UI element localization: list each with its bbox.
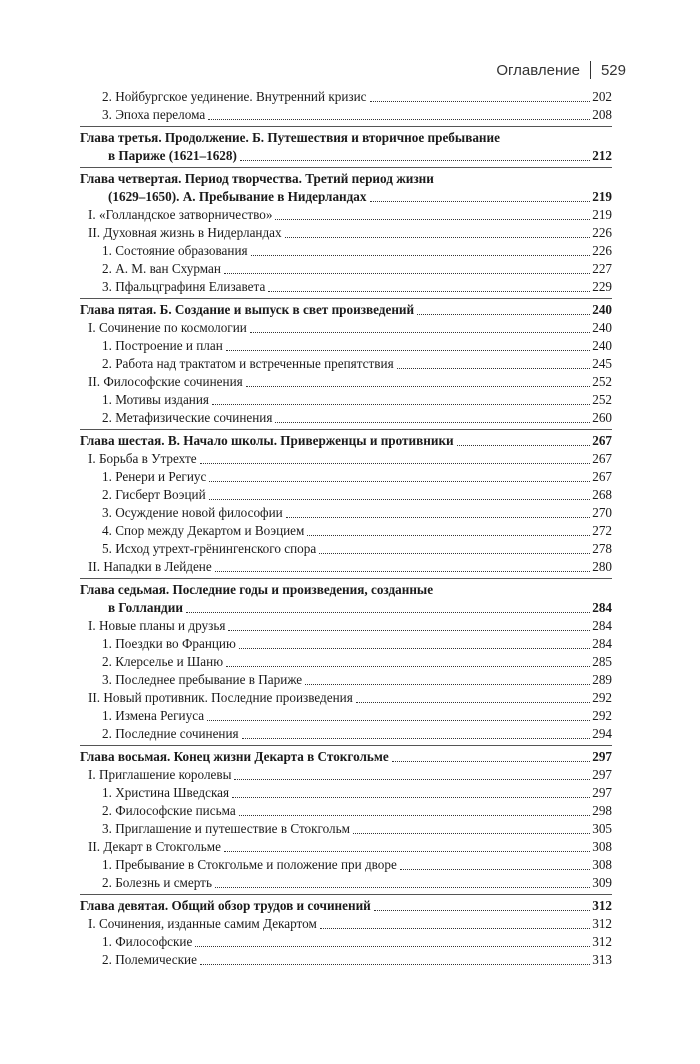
toc-entry[interactable] (80, 635, 612, 653)
toc-entry[interactable] (80, 242, 612, 260)
leader-dots (207, 720, 590, 721)
toc-entry[interactable] (80, 838, 612, 856)
leader-dots (268, 291, 590, 292)
toc-entry-title: 2. Полемические (102, 952, 197, 967)
toc-entry-title: Глава пятая. Б. Создание и выпуск в свет произведений (80, 302, 415, 317)
toc-entry-page: 240 (592, 302, 612, 317)
toc-entry-title: Глава шестая. В. Начало школы. Приверженцы и противники (80, 433, 454, 448)
toc-entry-page: 226 (592, 243, 612, 258)
toc-entry-title: 1. Ренери и Региус (102, 469, 207, 484)
chapter-divider (80, 578, 612, 579)
chapter-divider (80, 429, 612, 430)
chapter-divider (80, 126, 612, 127)
leader-dots (353, 833, 590, 834)
leader-dots (215, 887, 590, 888)
page-number: 529 (600, 61, 626, 79)
leader-dots (239, 648, 590, 649)
toc-entry[interactable] (80, 707, 612, 725)
toc-entry[interactable] (80, 802, 612, 820)
toc-entry-title: Глава третья. Продолжение. Б. Путешествия и вторичное пребывание (80, 130, 500, 145)
toc-entry[interactable] (80, 653, 612, 671)
toc-entry[interactable] (80, 689, 612, 707)
toc-entry[interactable] (80, 915, 612, 933)
toc-entry-page: 252 (592, 392, 612, 407)
toc-entry-page: 312 (592, 898, 612, 913)
toc-entry-title: 2. Последние сочинения (102, 726, 239, 741)
leader-dots (232, 797, 590, 798)
toc-entry-title: Глава четвертая. Период творчества. Третий период жизни (80, 171, 434, 186)
leader-dots (285, 237, 591, 238)
toc-entry-page: 294 (592, 726, 612, 741)
toc-entry-page: 312 (592, 916, 612, 931)
toc-entry[interactable] (80, 766, 612, 784)
toc-entry[interactable] (80, 206, 612, 224)
toc-entry-title: 1. Поездки во Францию (102, 636, 236, 651)
toc-chapter-entry[interactable] (80, 581, 612, 617)
toc-chapter-entry[interactable] (80, 897, 612, 915)
leader-dots (250, 332, 590, 333)
toc-entry[interactable] (80, 319, 612, 337)
toc-entry-page: 309 (592, 875, 612, 890)
leader-dots (457, 445, 591, 446)
toc-chapter-entry[interactable] (80, 432, 612, 450)
toc-entry-title: 1. Философские (102, 934, 193, 949)
leader-dots (224, 851, 590, 852)
toc-entry-title: 3. Эпоха перелома (102, 107, 206, 122)
toc-entry-page: 280 (592, 559, 612, 574)
toc-entry-title: 3. Последнее пребывание в Париже (102, 672, 303, 687)
chapter-divider (80, 745, 612, 746)
toc-entry-page: 252 (592, 374, 612, 389)
leader-dots (370, 101, 591, 102)
toc-entry-page: 297 (592, 767, 612, 782)
toc-entry-page: 270 (592, 505, 612, 520)
toc-entry[interactable] (80, 874, 612, 892)
toc-entry-page: 272 (592, 523, 612, 538)
toc-entry-page: 245 (592, 356, 612, 371)
toc-entry-title: 3. Пфальцграфиня Елизавета (102, 279, 266, 294)
toc-entry[interactable] (80, 468, 612, 486)
toc-entry-page: 267 (592, 451, 612, 466)
toc-entry-title: 2. Клерселье и Шаню (102, 654, 224, 669)
toc-entry-title: 1. Состояние образования (102, 243, 248, 258)
toc-entry[interactable] (80, 671, 612, 689)
leader-dots (246, 386, 591, 387)
toc-entry-page: 308 (592, 839, 612, 854)
leader-dots (226, 350, 590, 351)
chapter-divider (80, 167, 612, 168)
toc-entry[interactable] (80, 856, 612, 874)
toc-entry-title: 1. Мотивы издания (102, 392, 209, 407)
leader-dots (319, 553, 590, 554)
toc-entry-page: 289 (592, 672, 612, 687)
toc-entry[interactable] (80, 373, 612, 391)
toc-entry-title: 1. Пребывание в Стокгольме и положение при дворе (102, 857, 397, 872)
leader-dots (242, 738, 591, 739)
leader-dots (417, 314, 590, 315)
toc-entry-title: I. Приглашение королевы (88, 767, 232, 782)
toc-entry-title: I. Новые планы и друзья (88, 618, 226, 633)
leader-dots (251, 255, 591, 256)
leader-dots (208, 119, 590, 120)
toc-entry-page: 285 (592, 654, 612, 669)
leader-dots (320, 928, 590, 929)
header-section-title: Оглавление (496, 61, 580, 79)
leader-dots (356, 702, 590, 703)
toc-entry-page: 240 (592, 338, 612, 353)
toc-entry-title: 1. Измена Региуса (102, 708, 205, 723)
table-of-contents (80, 88, 612, 969)
toc-entry-page: 267 (592, 469, 612, 484)
toc-entry[interactable] (80, 504, 612, 522)
toc-entry[interactable] (80, 725, 612, 743)
toc-entry-title: 1. Построение и план (102, 338, 223, 353)
toc-entry-page: 284 (592, 618, 612, 633)
toc-entry-page: 292 (592, 708, 612, 723)
toc-entry-page: 297 (592, 785, 612, 800)
toc-entry-title: 4. Спор между Декартом и Воэцием (102, 523, 305, 538)
leader-dots (370, 201, 591, 202)
leader-dots (286, 517, 591, 518)
toc-entry-page: 240 (592, 320, 612, 335)
toc-entry[interactable] (80, 486, 612, 504)
toc-entry[interactable] (80, 617, 612, 635)
leader-dots (240, 160, 590, 161)
toc-entry-title-continued: в Париже (1621–1628) (108, 148, 237, 163)
toc-entry-page: 208 (592, 107, 612, 122)
leader-dots (209, 481, 590, 482)
toc-entry[interactable] (80, 106, 612, 124)
toc-entry[interactable] (80, 558, 612, 576)
toc-entry-page: 297 (592, 749, 612, 764)
toc-entry-page: 284 (592, 636, 612, 651)
toc-chapter-entry[interactable] (80, 748, 612, 766)
leader-dots (212, 404, 590, 405)
toc-entry-page: 219 (592, 207, 612, 222)
toc-entry[interactable] (80, 409, 612, 427)
toc-entry[interactable] (80, 260, 612, 278)
toc-entry-page: 229 (592, 279, 612, 294)
toc-entry[interactable] (80, 522, 612, 540)
leader-dots (215, 571, 590, 572)
toc-entry-page: 284 (592, 600, 612, 615)
toc-entry-title: 2. Болезнь и смерть (102, 875, 212, 890)
toc-entry-title: 2. Нойбургское уединение. Внутренний кризис (102, 89, 367, 104)
toc-entry-title: II. Духовная жизнь в Нидерландах (88, 225, 282, 240)
toc-entry-title: I. Сочинения, изданные самим Декартом (88, 916, 317, 931)
toc-entry[interactable] (80, 450, 612, 468)
toc-entry-title: II. Нападки в Лейдене (88, 559, 212, 574)
toc-entry-title: II. Новый противник. Последние произведения (88, 690, 353, 705)
toc-entry-page: 278 (592, 541, 612, 556)
toc-entry-title: I. Борьба в Утрехте (88, 451, 197, 466)
leader-dots (400, 869, 590, 870)
toc-entry-page: 292 (592, 690, 612, 705)
leader-dots (305, 684, 590, 685)
leader-dots (209, 499, 591, 500)
toc-entry-page: 227 (592, 261, 612, 276)
header-divider (590, 61, 591, 79)
toc-entry-title-continued: в Голландии (108, 600, 183, 615)
chapter-divider (80, 298, 612, 299)
toc-entry-title: 3. Приглашение и путешествие в Стокгольм (102, 821, 350, 836)
toc-entry-page: 305 (592, 821, 612, 836)
leader-dots (224, 273, 590, 274)
toc-entry-page: 268 (592, 487, 612, 502)
toc-chapter-entry[interactable] (80, 170, 612, 206)
toc-entry-title: Глава седьмая. Последние годы и произведения, созданные (80, 582, 434, 597)
leader-dots (275, 219, 590, 220)
leader-dots (200, 463, 591, 464)
toc-entry-title: 2. А. М. ван Схурман (102, 261, 221, 276)
leader-dots (239, 815, 591, 816)
toc-entry-page: 298 (592, 803, 612, 818)
toc-entry-page: 313 (592, 952, 612, 967)
toc-entry-page: 226 (592, 225, 612, 240)
toc-entry-page: 312 (592, 934, 612, 949)
leader-dots (200, 964, 590, 965)
toc-entry-title: I. Сочинение по космологии (88, 320, 247, 335)
toc-entry-title: 5. Исход утрехт-грёнингенского спора (102, 541, 317, 556)
toc-entry[interactable] (80, 820, 612, 838)
toc-entry-title: 2. Работа над трактатом и встреченные препятствия (102, 356, 394, 371)
toc-entry-page: 219 (592, 189, 612, 204)
toc-entry-page: 308 (592, 857, 612, 872)
leader-dots (275, 422, 590, 423)
toc-entry-title: II. Философские сочинения (88, 374, 243, 389)
toc-entry[interactable] (80, 391, 612, 409)
toc-chapter-entry[interactable] (80, 129, 612, 165)
toc-entry-page: 202 (592, 89, 612, 104)
toc-entry[interactable] (80, 88, 612, 106)
toc-entry-page: 212 (592, 148, 612, 163)
leader-dots (374, 910, 590, 911)
running-header (456, 60, 626, 80)
toc-entry-title: I. «Голландское затворничество» (88, 207, 273, 222)
leader-dots (195, 946, 590, 947)
toc-entry[interactable] (80, 224, 612, 242)
toc-entry[interactable] (80, 933, 612, 951)
toc-entry-title-continued: (1629–1650). А. Пребывание в Нидерландах (108, 189, 367, 204)
toc-entry[interactable] (80, 278, 612, 296)
toc-entry[interactable] (80, 540, 612, 558)
toc-entry-page: 267 (592, 433, 612, 448)
toc-entry[interactable] (80, 784, 612, 802)
toc-entry-title: 1. Христина Шведская (102, 785, 230, 800)
toc-entry-page: 260 (592, 410, 612, 425)
toc-entry[interactable] (80, 337, 612, 355)
leader-dots (228, 630, 590, 631)
leader-dots (307, 535, 590, 536)
toc-entry-title: II. Декарт в Стокгольме (88, 839, 221, 854)
leader-dots (234, 779, 590, 780)
toc-entry-title: Глава девятая. Общий обзор трудов и сочинений (80, 898, 371, 913)
toc-entry[interactable] (80, 951, 612, 969)
leader-dots (226, 666, 590, 667)
toc-entry-title: 3. Осуждение новой философии (102, 505, 283, 520)
leader-dots (186, 612, 590, 613)
toc-entry-title: Глава восьмая. Конец жизни Декарта в Стокгольме (80, 749, 389, 764)
toc-entry-title: 2. Метафизические сочинения (102, 410, 273, 425)
chapter-divider (80, 894, 612, 895)
toc-entry-title: 2. Гисберт Воэций (102, 487, 206, 502)
toc-chapter-entry[interactable] (80, 301, 612, 319)
leader-dots (397, 368, 591, 369)
toc-entry[interactable] (80, 355, 612, 373)
toc-entry-title: 2. Философские письма (102, 803, 236, 818)
leader-dots (392, 761, 591, 762)
